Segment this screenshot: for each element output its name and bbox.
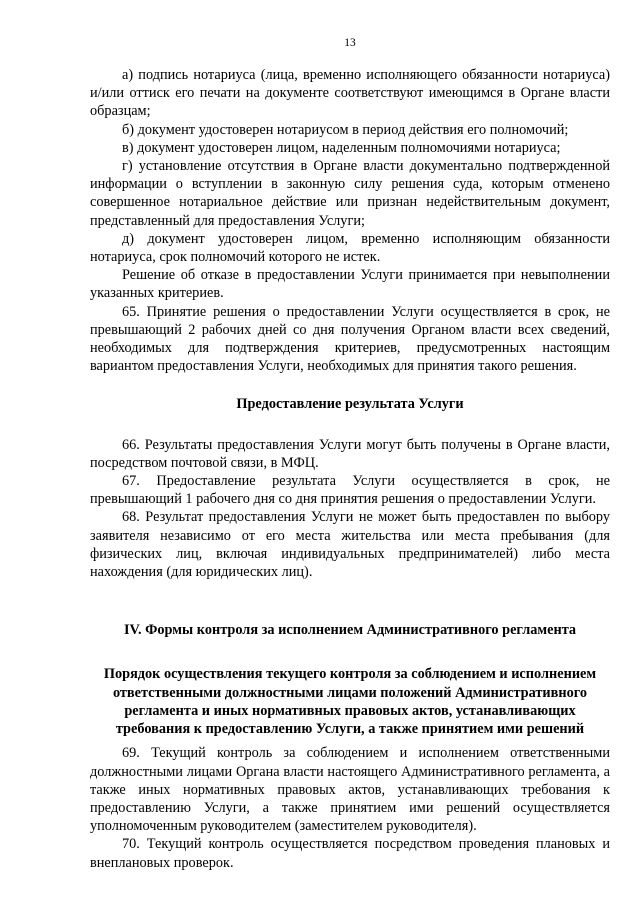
heading-section-iv: IV. Формы контроля за исполнением Административного регламента bbox=[123, 622, 577, 639]
paragraph-item-d: д) документ удостоверен лицом, временно исполняющим обязанности нотариуса, срок полномочий которого не истек. bbox=[90, 230, 610, 266]
paragraph-item-g: г) установление отсутствия в Органе власти документально подтвержденной информации о вступлении в законную силу решения суда, которым отменено совершенное нотариальное действие или признан недействительным документ, представленный для предоставления Услуги; bbox=[90, 158, 610, 229]
page-number: 13 bbox=[344, 37, 356, 49]
paragraph-item-v: в) документ удостоверен лицом, наделенным полномочиями нотариуса; bbox=[122, 139, 561, 156]
paragraph-66: 66. Результаты предоставления Услуги могут быть получены в Органе власти, посредством почтовой связи, в МФЦ. bbox=[90, 436, 610, 471]
paragraph-69: 69. Текущий контроль за соблюдением и исполнением ответственными должностными лицами Органа власти настоящего Административного регламента, а также иных нормативных правовых актов, устанавливающих требования к предоставлению Услуги, а также принятием ими решений осуществляется уполномоченным руководителем (заместителем руководителя). bbox=[90, 745, 610, 835]
paragraph-item-b: б) документ удостоверен нотариусом в период действия его полномочий; bbox=[122, 121, 569, 138]
paragraph-65: 65. Принятие решения о предоставлении Услуги осуществляется в срок, не превышающий 2 рабочих дней со дня получения Органом власти всех сведений, необходимых для подтверждения критериев, предусмотренных настоящим вариантом предоставления Услуги, необходимых для принятия такого решения. bbox=[90, 303, 610, 375]
heading-result: Предоставление результата Услуги bbox=[236, 396, 464, 413]
heading-current-control: Порядок осуществления текущего контроля за соблюдением и исполнением ответственными должностными лицами положений Административного регламента и иных нормативных правовых актов, устанавливающих требования к предоставлению Услуги, а также принятием ими решений bbox=[103, 666, 597, 738]
paragraph-68: 68. Результат предоставления Услуги не может быть предоставлен по выбору заявителя независимо от его места жительства или места пребывания (для физических лиц, включая индивидуальных предпринимателей) либо места нахождения (для юридических лиц). bbox=[90, 509, 610, 581]
paragraph-70: 70. Текущий контроль осуществляется посредством проведения плановых и внеплановых проверок. bbox=[90, 836, 610, 871]
paragraph-item-a: а) подпись нотариуса (лица, временно исполняющего обязанности нотариуса) и/или оттиск его печати на документе соответствуют имеющимся в Органе власти образцам; bbox=[90, 67, 610, 120]
paragraph-refusal-decision: Решение об отказе в предоставлении Услуги принимается при невыполнении указанных критериев. bbox=[90, 267, 610, 302]
paragraph-67: 67. Предоставление результата Услуги осуществляется в срок, не превышающий 1 рабочего дня со дня принятия решения о предоставлении Услуги. bbox=[90, 473, 610, 508]
